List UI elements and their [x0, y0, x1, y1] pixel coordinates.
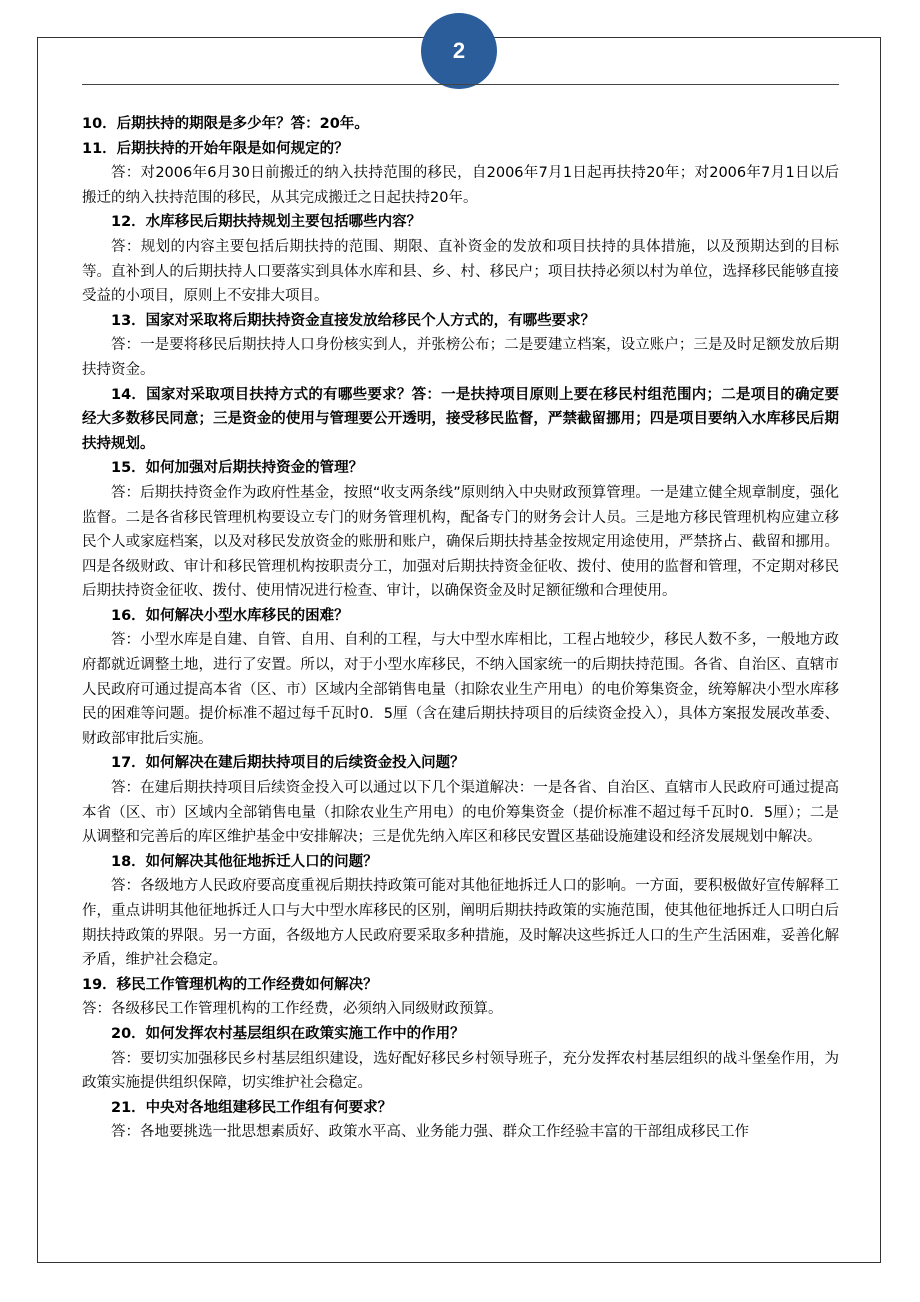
question-10: 10．后期扶持的期限是多少年？答：20年。	[82, 116, 369, 132]
question-13: 13．国家对采取将后期扶持资金直接发放给移民个人方式的，有哪些要求？	[111, 312, 596, 329]
answer-17: 答：在建后期扶持项目后续资金投入可以通过以下几个渠道解决：一是各省、自治区、直辖市人民政府可通过提高本省（区、市）区域内全部销售电量（扣除农业生产用电）的电价筹集资金（提价标准不超过每千瓦时0．5厘）；二是从调整和完善后的库区维护基金中安排解决；三是优先纳入库区和移民安置区基础设施建设和经济发展规划中解决。	[82, 780, 839, 846]
question-21: 21．中央对各地组建移民工作组有何要求？	[111, 1099, 393, 1116]
answer-13: 答：一是要将移民后期扶持人口身份核实到人，并张榜公布；二是要建立档案，设立账户；三是及时足额发放后期扶持资金。	[82, 337, 839, 378]
document-body	[82, 112, 839, 1145]
answer-20: 答：要切实加强移民乡村基层组织建设，选好配好移民乡村领导班子，充分发挥农村基层组织的战斗堡垒作用，为政策实施提供组织保障，切实维护社会稳定。	[82, 1050, 839, 1092]
question-20: 20．如何发挥农村基层组织在政策实施工作中的作用？	[111, 1025, 465, 1042]
header-divider	[82, 84, 839, 85]
page-number-badge	[421, 13, 497, 89]
answer-18: 答：各级地方人民政府要高度重视后期扶持政策可能对其他征地拆迁人口的影响。一方面，要积极做好宣传解释工作，重点讲明其他征地拆迁人口与大中型水库移民的区别，阐明后期扶持政策的实施范围，使其他征地拆迁人口明白后期扶持政策的界限。另一方面，各级地方人民政府要采取多种措施，及时解决这些拆迁人口的生产生活困难，妥善化解矛盾，维护社会稳定。	[82, 878, 839, 969]
question-19: 19．移民工作管理机构的工作经费如何解决？	[82, 976, 378, 993]
answer-11: 答：对2006年6月30日前搬迁的纳入扶持范围的移民，自2006年7月1日起再扶持20年；对2006年7月1日以后搬迁的纳入扶持范围的移民，从其完成搬迁之日起扶持20年。	[82, 165, 839, 206]
question-11: 11．后期扶持的开始年限是如何规定的？	[82, 140, 349, 157]
page-number: 2	[452, 38, 466, 63]
question-15: 15．如何加强对后期扶持资金的管理？	[111, 460, 364, 477]
answer-16: 答：小型水库是自建、自管、自用、自利的工程，与大中型水库相比，工程占地较少，移民人数不多，一般地方政府都就近调整土地，进行了安置。所以，对于小型水库移民，不纳入国家统一的后期扶持范围。各省、自治区、直辖市人民政府可通过提高本省（区、市）区域内全部销售电量（扣除农业生产用电）的电价筹集资金，统筹解决小型水库移民的困难等问题。提价标准不超过每千瓦时0．5厘（含在建后期扶持项目的后续资金投入），具体方案报发展改革委、财政部审批后实施。	[82, 632, 839, 747]
question-12: 12．水库移民后期扶持规划主要包括哪些内容？	[111, 214, 422, 231]
question-16: 16．如何解决小型水库移民的困难？	[111, 607, 349, 624]
answer-19: 答：各级移民工作管理机构的工作经费，必须纳入同级财政预算。	[82, 1001, 503, 1018]
answer-12: 答：规划的内容主要包括后期扶持的范围、期限、直补资金的发放和项目扶持的具体措施，以及预期达到的目标等。直补到人的后期扶持人口要落实到具体水库和县、乡、村、移民户；项目扶持必须以村为单位，选择移民能够直接受益的小项目，原则上不安排大项目。	[82, 238, 839, 305]
answer-21: 答：各地要挑选一批思想素质好、政策水平高、业务能力强、群众工作经验丰富的干部组成移民工作	[111, 1124, 749, 1141]
question-18: 18．如何解决其他征地拆迁人口的问题？	[111, 853, 378, 870]
answer-15: 答：后期扶持资金作为政府性基金，按照“收支两条线”原则纳入中央财政预算管理。一是建立健全规章制度，强化监督。二是各省移民管理机构要设立专门的财务管理机构，配备专门的财务会计人员。三是地方移民管理机构应建立移民个人或家庭档案，以及对移民发放资金的账册和账户，确保后期扶持基金按规定用途使用，严禁挤占、截留和挪用。四是各级财政、审计和移民管理机构按职责分工，加强对后期扶持资金征收、拨付、使用的监督和管理，不定期对移民后期扶持资金征收、拨付、使用情况进行检查、审计，以确保资金及时足额征缴和合理使用。	[82, 484, 839, 600]
question-14: 14．国家对采取项目扶持方式的有哪些要求？答：一是扶持项目原则上要在移民村组范围内；二是项目的确定要经大多数移民同意；三是资金的使用与管理要公开透明，接受移民监督，严禁截留挪用；四是项目要纳入水库移民后期扶持规划。	[82, 386, 839, 452]
question-17: 17．如何解决在建后期扶持项目的后续资金投入问题？	[111, 755, 465, 772]
